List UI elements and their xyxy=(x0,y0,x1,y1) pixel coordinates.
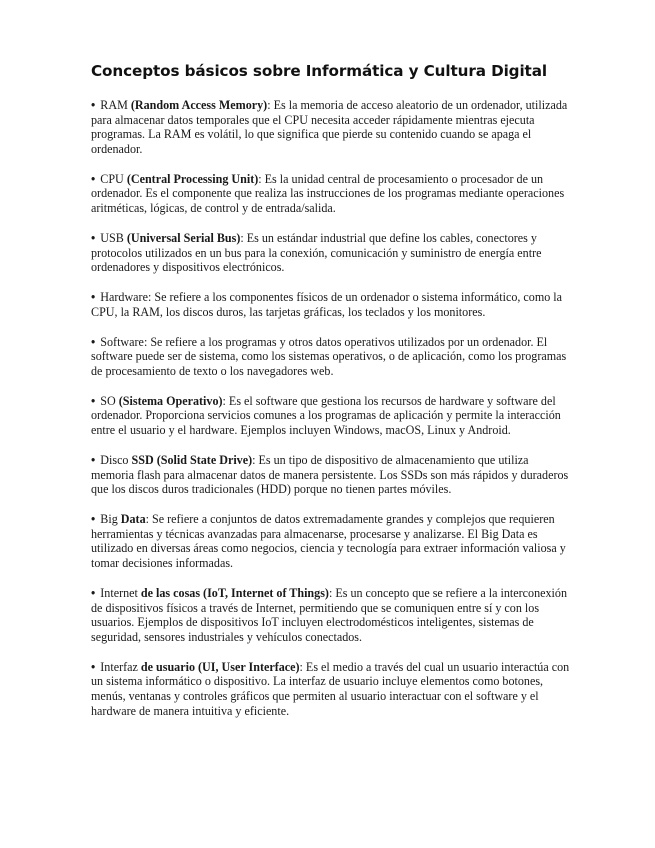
bullet-icon: • xyxy=(91,512,96,527)
bullet-icon: • xyxy=(91,230,96,245)
term-plain: USB xyxy=(100,230,127,245)
term-bold: SSD (Solid State Drive) xyxy=(131,453,253,468)
term-bold: (Central Processing Unit) xyxy=(126,171,259,186)
definition: : Se refiere a los programas y otros datos operativos utilizados por un ordenador. El software puede ser de sistema, como los sistemas operativos, o de aplicación, como los programas de procesamiento de texto o los navegadores web. xyxy=(91,334,567,378)
term-bold: (Sistema Operativo) xyxy=(118,393,223,408)
definition: : Es la unidad central de procesamiento o procesador de un ordenador. Es el componente que realiza las instrucciones de los programas mediante operaciones aritméticas, lógicas, de control y de entrada/salida. xyxy=(91,171,565,215)
term-plain: Internet xyxy=(100,585,141,600)
term-bold: (Random Access Memory) xyxy=(130,98,268,112)
term-plain: CPU xyxy=(100,171,127,186)
definition: : Es el software que gestiona los recursos de hardware y software del ordenador. Proporciona servicios comunes a los programas de aplicación y permite la interacción entre el usuario y el hardware. Ejemplos incluyen Windows, macOS, Linux y Android. xyxy=(91,393,561,438)
term-plain: Hardware xyxy=(100,290,148,305)
bullet-icon: • xyxy=(91,453,96,468)
list-item-ui xyxy=(91,660,571,718)
list-item-usb xyxy=(91,231,571,275)
bullet-icon: • xyxy=(91,393,96,408)
definition: : Es un estándar industrial que define los cables, conectores y protocolos utilizados en un bus para la conexión, comunicación y suministro de energía entre ordenadores y dispositivos electrónicos. xyxy=(91,230,542,275)
list-item-hardware xyxy=(91,290,571,319)
bullet-icon: • xyxy=(91,98,96,112)
bullet-icon: • xyxy=(91,171,96,186)
definition: : Se refiere a conjuntos de datos extremadamente grandes y complejos que requieren herramientas y técnicas avanzadas para almacenarse, procesarse y analizarse. El Big Data es utilizado en diversas áreas como negocios, ciencia y tecnología para extraer información valiosa y tomar decisiones informadas. xyxy=(91,512,566,570)
term-bold: de las cosas (IoT, Internet of Things) xyxy=(140,585,329,600)
list-item-ssd xyxy=(91,453,571,497)
list-item-software xyxy=(91,335,571,379)
list-item-iot xyxy=(91,586,571,644)
definition: : Es la memoria de acceso aleatorio de un ordenador, utilizada para almacenar datos temporales que el CPU necesita acceder rápidamente mientras ejecuta programas. La RAM es volátil, lo que significa que pierde su contenido cuando se apaga el ordenador. xyxy=(91,98,568,156)
list-item-cpu xyxy=(91,172,571,216)
term-plain: Software xyxy=(100,334,144,349)
document-page xyxy=(91,62,571,734)
document-title: Conceptos básicos sobre Informática y Cultura Digital xyxy=(91,62,547,80)
definition: : Se refiere a los componentes físicos de un ordenador o sistema informático, como la CPU, la RAM, los discos duros, las tarjetas gráficas, los teclados y los monitores. xyxy=(91,290,563,319)
concept-list xyxy=(91,98,571,718)
definition: : Es un concepto que se refiere a la interconexión de dispositivos físicos a través de Internet, permitiendo que se comuniquen entre sí y con los usuarios. Ejemplos de dispositivos IoT incluyen electrodomésticos inteligentes, sistemas de seguridad, sensores industriales y vehículos conectados. xyxy=(91,585,568,644)
term-plain: Disco xyxy=(100,453,132,468)
list-item-ram xyxy=(91,98,571,156)
bullet-icon: • xyxy=(91,659,96,674)
term-bold: (Universal Serial Bus) xyxy=(126,230,241,245)
term-plain: SO xyxy=(100,393,119,408)
list-item-so xyxy=(91,394,571,438)
term-bold: Data xyxy=(120,512,146,527)
definition: : Es el medio a través del cual un usuario interactúa con un sistema informático o dispositivo. La interfaz de usuario incluye elementos como botones, menús, ventanas y controles gráficos que permiten al usuario interactuar con el software y el hardware de manera intuitiva y eficiente. xyxy=(91,659,570,718)
definition: : Es un tipo de dispositivo de almacenamiento que utiliza memoria flash para almacenar datos de manera persistente. Los SSDs son más rápidos y duraderos que los discos duros tradicionales (HDD) porque no tienen partes móviles. xyxy=(91,453,569,497)
term-plain: Big xyxy=(100,512,121,527)
term-plain: RAM xyxy=(100,98,131,112)
term-plain: Interfaz xyxy=(100,659,141,674)
list-item-big-data xyxy=(91,512,571,570)
bullet-icon: • xyxy=(91,290,96,305)
bullet-icon: • xyxy=(91,585,96,600)
bullet-icon: • xyxy=(91,334,96,349)
term-bold: de usuario (UI, User Interface) xyxy=(140,659,300,674)
